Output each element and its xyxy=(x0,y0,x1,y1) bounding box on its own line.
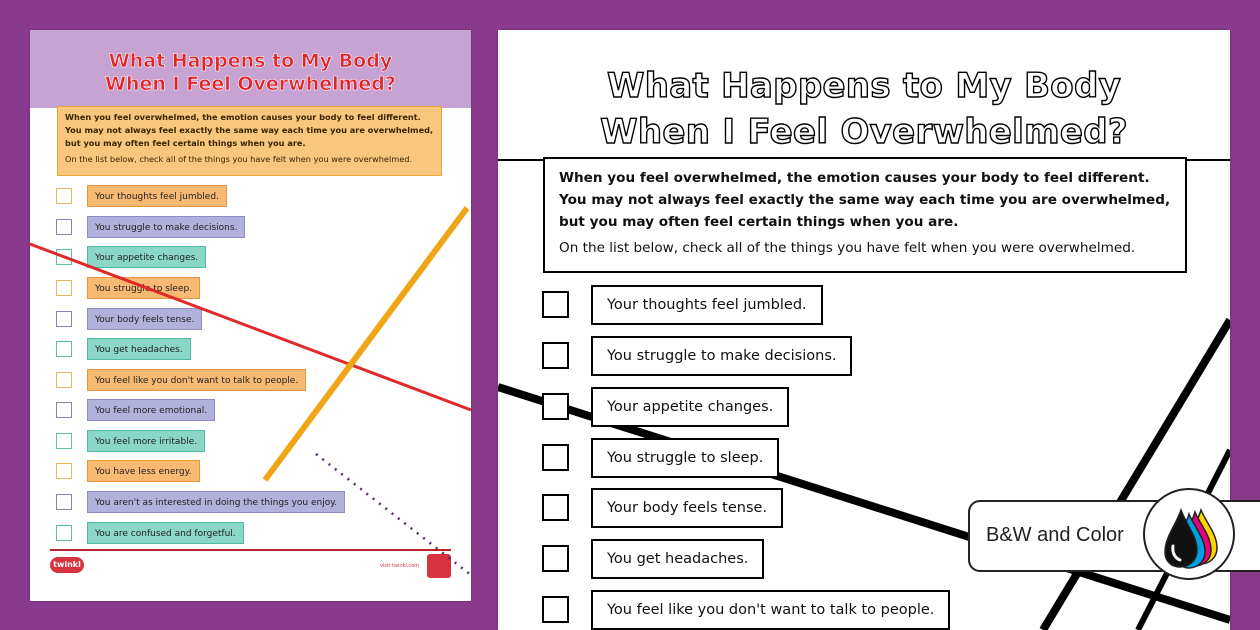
intro-instruction: On the list below, check all of the things you have felt when you were overwhelmed. xyxy=(65,154,413,164)
checkbox[interactable] xyxy=(542,342,569,369)
color-worksheet-preview xyxy=(30,30,471,601)
title-line-1: What Happens to My Body xyxy=(606,66,1122,106)
intro-text: When you feel overwhelmed, the emotion causes your body to feel different. You may not always feel exactly the same way each time you are overwhelmed, but you may often feel certain things when you are. xyxy=(65,112,434,148)
format-label: B&W and Color xyxy=(986,524,1124,546)
worksheet-title xyxy=(498,63,1230,155)
format-badge xyxy=(968,500,1260,572)
item-label: You struggle to make decisions. xyxy=(87,216,245,238)
item-label: Your appetite changes. xyxy=(87,246,206,268)
ink-drops-icon xyxy=(1143,488,1235,580)
item-label: Your thoughts feel jumbled. xyxy=(87,185,227,207)
item-label: Your body feels tense. xyxy=(87,308,202,330)
checkbox[interactable] xyxy=(542,596,569,623)
dotted-line xyxy=(316,454,471,575)
item-label: You struggle to sleep. xyxy=(87,277,200,299)
black-line-2 xyxy=(1043,320,1230,630)
item-label: You feel like you don't want to talk to people. xyxy=(591,590,950,630)
checkbox[interactable] xyxy=(542,444,569,471)
item-label: You get headaches. xyxy=(591,539,764,579)
title-line-2: When I Feel Overwhelmed? xyxy=(600,112,1128,152)
item-label: You struggle to make decisions. xyxy=(591,336,852,376)
checkbox[interactable] xyxy=(542,494,569,521)
title-line-2: When I Feel Overwhelmed? xyxy=(105,73,396,95)
item-label: You feel more emotional. xyxy=(87,399,215,421)
decorative-lines xyxy=(30,30,471,601)
footer-site: visit twinkl.com xyxy=(380,563,420,569)
item-label: You feel like you don't want to talk to people. xyxy=(87,369,306,391)
intro-box xyxy=(543,157,1187,273)
title-line-1: What Happens to My Body xyxy=(108,50,393,72)
item-label: You have less energy. xyxy=(87,460,200,482)
item-label: You struggle to sleep. xyxy=(591,438,779,478)
checkbox[interactable] xyxy=(542,545,569,572)
intro-text: When you feel overwhelmed, the emotion causes your body to feel different. You may not always feel exactly the same way each time you are overwhelmed, but you may often feel certain things when you are. xyxy=(559,170,1171,230)
item-label: You aren't as interested in doing the things you enjoy. xyxy=(87,491,345,513)
item-label: Your appetite changes. xyxy=(591,387,789,427)
item-label: Your thoughts feel jumbled. xyxy=(591,285,823,325)
checkbox[interactable] xyxy=(542,393,569,420)
checkbox[interactable] xyxy=(542,291,569,318)
item-label: Your body feels tense. xyxy=(591,488,783,528)
item-label: You feel more irritable. xyxy=(87,430,205,452)
item-label: You get headaches. xyxy=(87,338,191,360)
item-label: You are confused and forgetful. xyxy=(87,522,244,544)
red-line xyxy=(30,244,471,410)
twinkl-logo: twinkl xyxy=(50,557,84,573)
intro-instruction: On the list below, check all of the things you have felt when you were overwhelmed. xyxy=(559,240,1136,256)
